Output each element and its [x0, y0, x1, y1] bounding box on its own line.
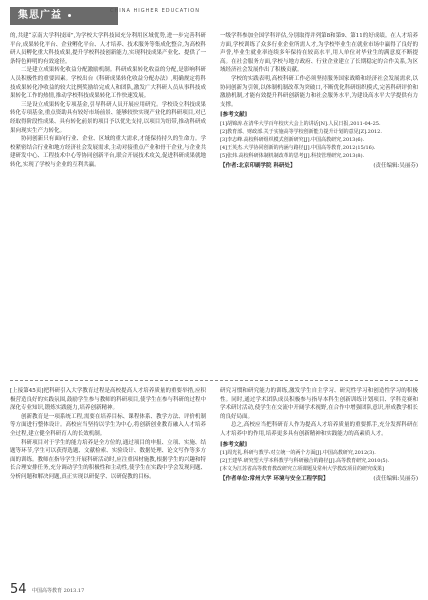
paragraph: [上接第45页]把科研引入大学教育过程是高校提高人才培养质量的重要举措,应积极营造良好的实践氛围,鼓励学生参与教师的科研项目,使学生在参与科研的过程中深化专业知识,锻炼实践能力,培养创新精神。: [10, 388, 206, 412]
references-title: [参考文献]: [220, 112, 248, 119]
magazine-name: 中国高等教育 2013.17: [32, 588, 85, 594]
paragraph: 的,共建“京南大学科技园”,为学校大学科技园充分利用区域优势,进一步完善科研平台,成果转化平台、企业孵化平台、人才培养、技术服务等集成化整合,为高校科研人员孵化重大科技成果,提升学校科技创新能力,实现科技成果产业化、提供了一条特色鲜明的有效途径。: [10, 33, 206, 65]
editor-note: (责任编辑:吴丽芬): [373, 476, 418, 483]
page-number: 54: [10, 582, 27, 597]
page-header: [10, 7, 418, 27]
paragraph: 科研项目对于学生的能力培养是全方位的,通过项目的申报、立项、实施、结题等环节,学生可以获得选题、文献检索、实验设计、数据处理、论文写作等多方面的训练。教师在指导学生开展科研活动时,应注重因材施教,根据学生的兴趣和特长合理安排任务,充分调动学生的积极性和主动性,使学生在实践中学会发现问题、分析问题和解决问题,真正实现以研促学、以研促教的目标。: [10, 439, 206, 480]
column-brand: [10, 7, 118, 25]
brand-title: 集思广益: [18, 10, 62, 21]
author-line: [220, 162, 418, 171]
upper-left-column: [10, 32, 206, 372]
reference-item: [1]周光礼.科研与教学:对立统一的两个方面[J].中国高教研究,2012(3).: [220, 450, 376, 457]
references-title: [参考文献]: [220, 441, 248, 448]
section-divider: [10, 380, 418, 381]
reference-item: [1]胡锦涛.在清华大学百年校庆大会上的讲话[N].人民日报,2011-04-25.: [220, 120, 381, 127]
fund-note: [本文为江苏省高等教育教改研究立项课题及常州大学教改项目的研究成果]: [220, 466, 384, 473]
paragraph: 协同创新只有面向行业、企业、区域的重大需求,才能保持持久的生命力。学校紧密结合行业和地方经济社会发展需求,主动对接重点产业和骨干企业,与企业共建研发中心、工程技术中心等协同创新平台,联合开展技术攻关,促进科研成果就地转化,实现了学校与企业的互利共赢。: [10, 136, 206, 168]
author-line: [220, 475, 418, 484]
author-affiliation: 【作者:北京印刷学院 科研处】: [220, 162, 296, 169]
reference-item: [2]教育部、财政部.关于实施高等学校创新能力提升计划的意见[Z].2012.: [220, 128, 382, 135]
paragraph: 一级学科参加全国学科评估,分别取得并列第8和第9、第11的好成绩。在人才培养方面,学校训练了众多行业企业所需人才,为学校毕业生在就业市场中赢得了良好的声誉,毕业生就业率连续多年保持在较高水平,用人单位对毕业生的满意度不断提高。在社会服务方面,学校与地方政府、行业企业建立了长期稳定的合作关系,为区域经济社会发展作出了积极贡献。: [220, 33, 418, 74]
author-affiliation: 【作者单位:常州大学 环境与安全工程学院】: [220, 476, 329, 483]
paragraph: 创新教育是一项系统工程,需要在培养目标、课程体系、教学方法、评价机制等方面进行整体设计。高校应当坚持以学生为中心,将创新创业教育融入人才培养全过程,建立健全科研育人的长效机制。: [10, 413, 206, 437]
reference-item: [2]王建华.研究型大学本科教学与科研融合的路径[J].高等教育研究,2010(5).: [220, 458, 390, 465]
paragraph: 三是设立成果转化专项基金,引导科研人员开展应用研究。学校设立科技成果转化专项基金,重点资助具有较好市场前景、能够较快实现产业化的科研项目,对已经取得阶段性成果、具有转化前景的项目予以优先支持,以项目为纽带,推动科研成果向现实生产力转化。: [10, 101, 206, 134]
brand-english: CHINA HIGHER EDUCATION: [110, 8, 200, 14]
reference-item: [5]张炜.高校科研体制机制改革的思考[J].科技管理研究,2013(8).: [220, 152, 365, 159]
lower-right-column: [220, 387, 418, 579]
upper-right-column: [220, 32, 418, 377]
reference-item: [4]王英杰.大学协同创新的内涵与路径[J].中国高等教育,2012(15/16).: [220, 144, 376, 151]
lower-left-column: [10, 387, 206, 579]
dot-icon: [68, 14, 71, 17]
page-footer: [10, 584, 418, 598]
paragraph: 研究习惯和研究能力的训练,激发学生自主学习、研究性学习和创造性学习的积极性。同时,通过学术团队成员积极参与指导本科生创新训练计划项目、学科竞赛和学术研讨活动,使学生在交流中开阔学术视野,在合作中增强团队意识,形成教学相长的良好局面。: [220, 388, 418, 420]
reference-item: [3]李志峰.高校科研组织模式创新研究[J].中国高教研究,2013(6).: [220, 136, 365, 143]
paragraph: 二是建立成果转化收益分配激励机制。科研成果转化收益的分配,是影响科研人员积极性的重要因素。学校出台《科研成果转化收益分配办法》,明确规定将科技成果转化净收益的较大比例奖励给完成人和团队,激发广大科研人员从事科技成果转化工作的热情,推动学校科技成果转化工作快速发展。: [10, 67, 206, 100]
editor-note: (责任编辑:吴丽芬): [373, 162, 418, 169]
paragraph: 学校的实践表明,高校科研工作必须坚持服务国家战略和经济社会发展需求,以协同创新为引领,以体制机制改革为突破口,不断优化科研组织模式,完善科研评价和激励机制,才能有效提升科研创新能力和社会服务水平,为建设高水平大学提供有力支撑。: [220, 75, 418, 108]
paragraph: 总之,高校应当把科研育人作为提高人才培养质量的重要抓手,充分发挥科研在人才培养中的作用,培养更多具有创新精神和实践能力的高素质人才。: [220, 422, 418, 437]
